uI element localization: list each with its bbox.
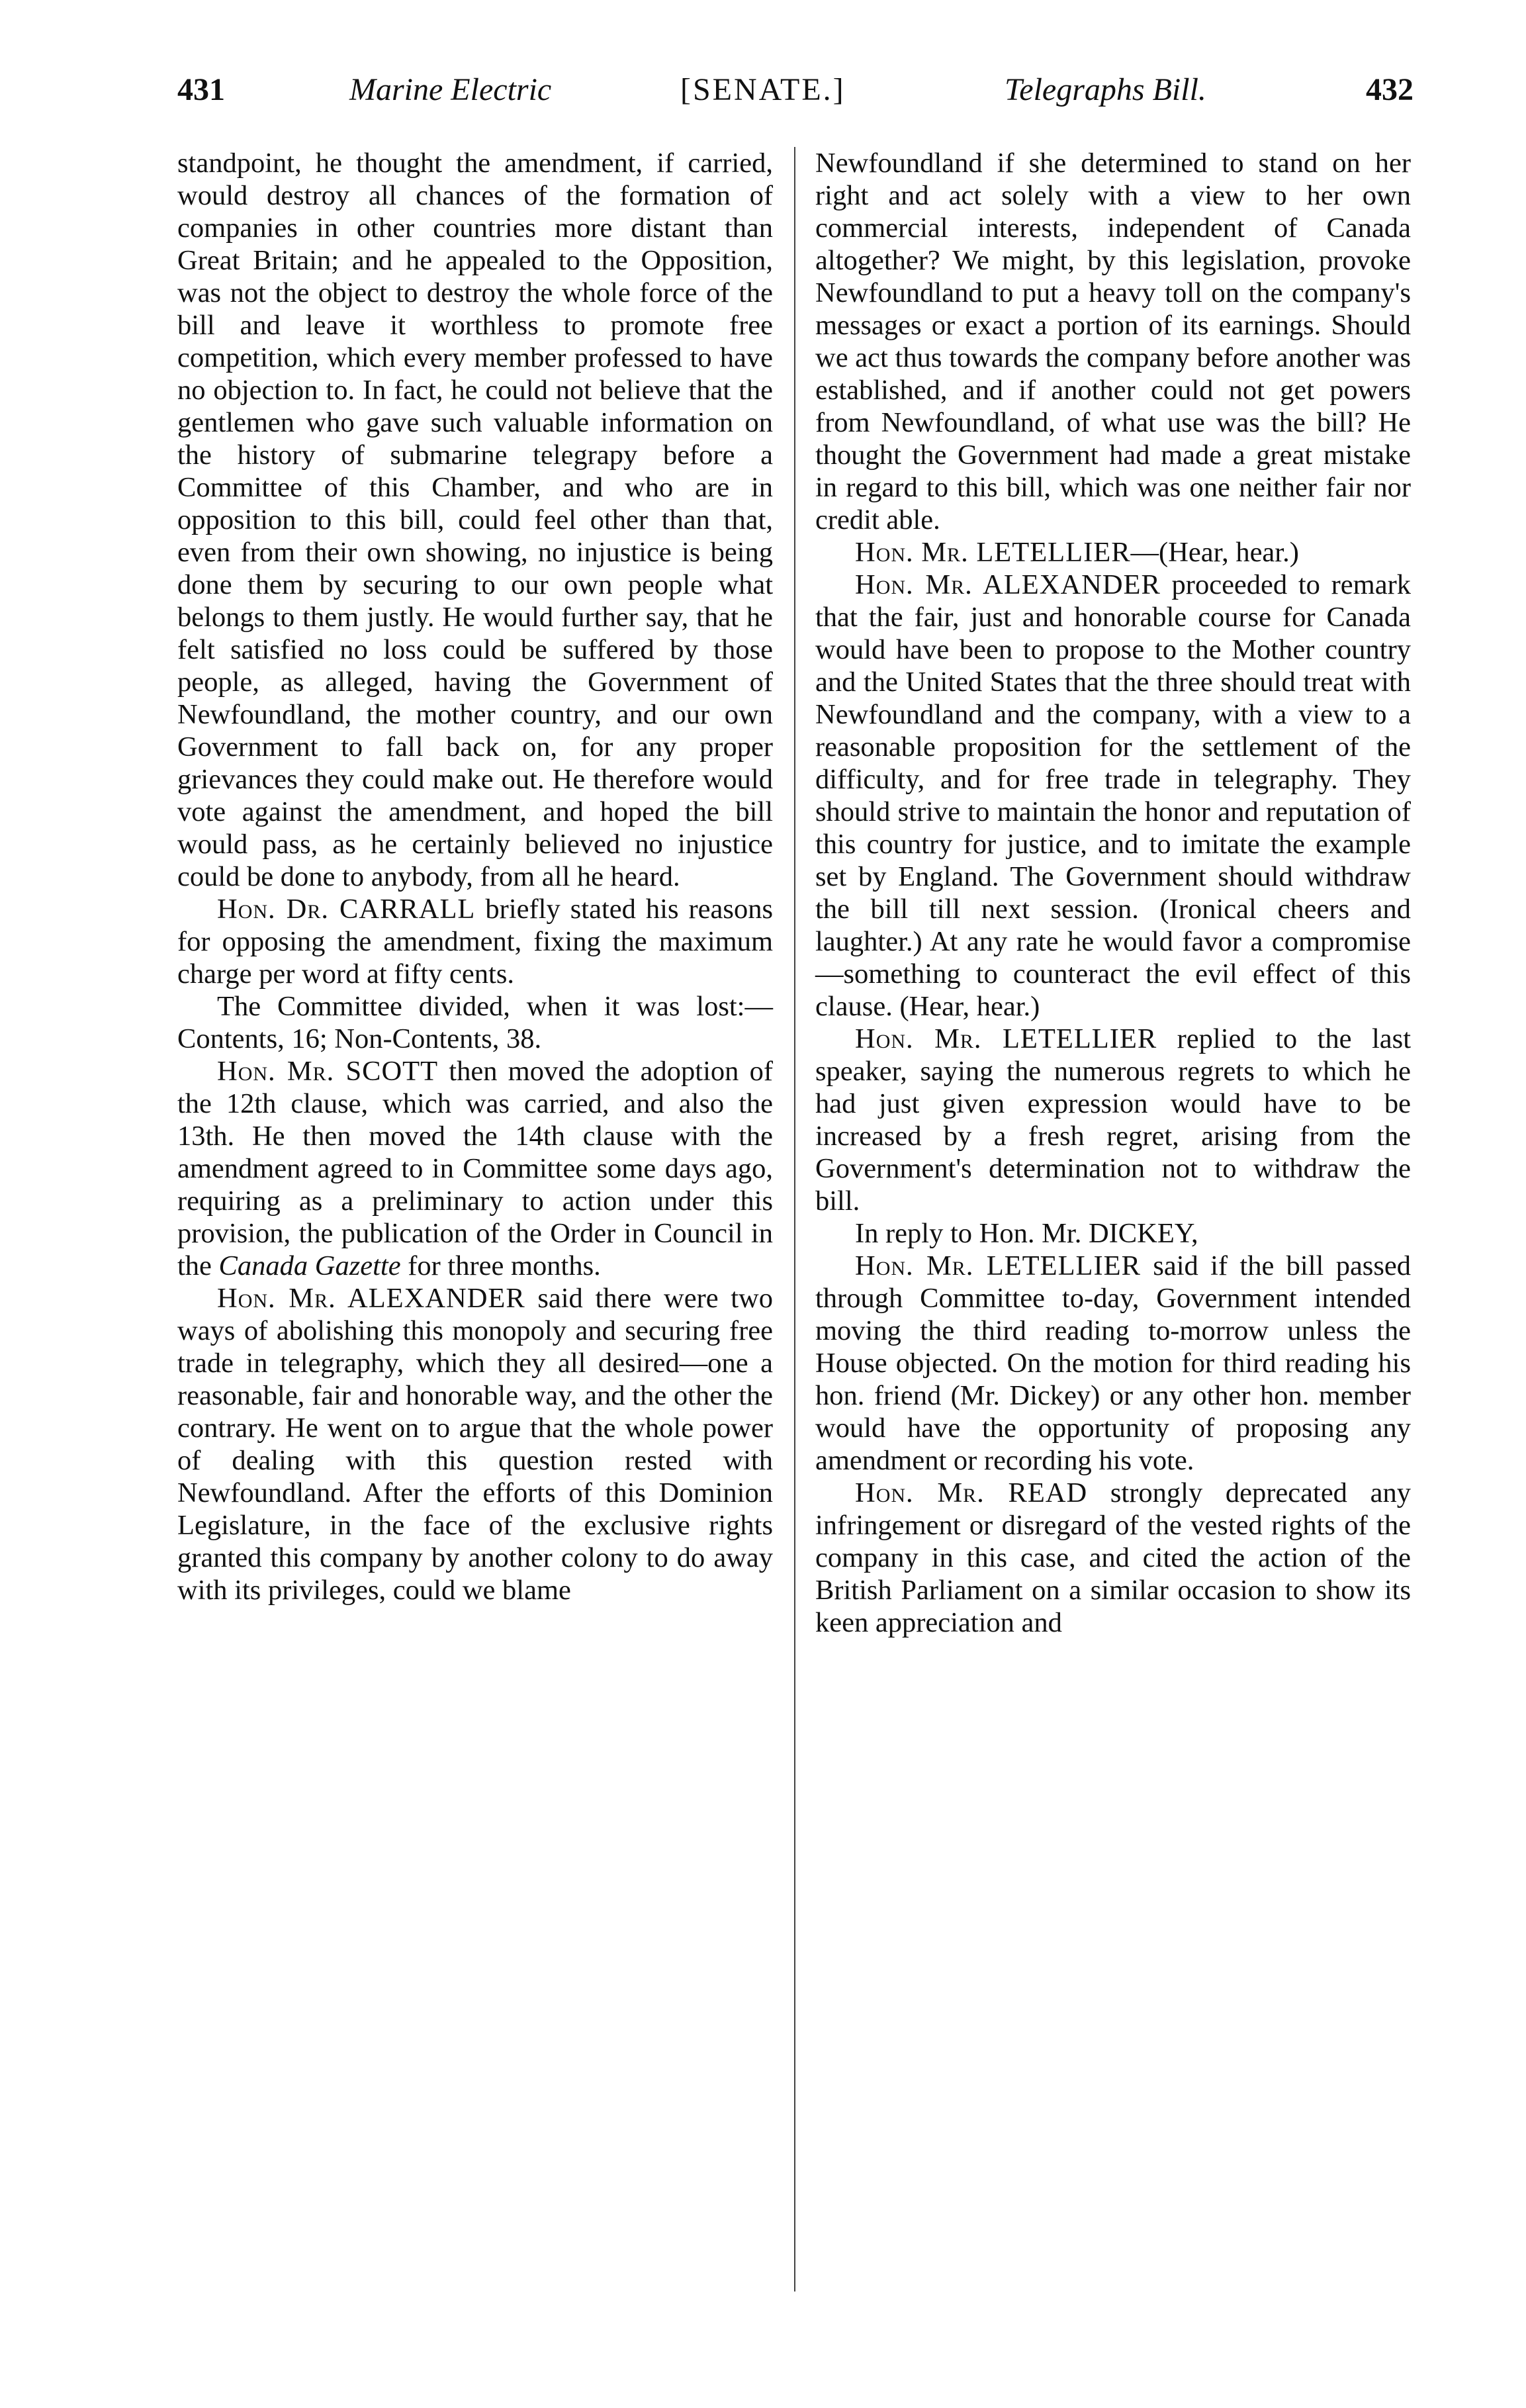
page-header [177, 71, 1414, 131]
paragraph [815, 1217, 1411, 1250]
publication-title: Canada Gazette [218, 1250, 401, 1281]
right-page-number: 432 [1366, 72, 1414, 107]
left-page-number: 431 [177, 72, 225, 107]
speaker-name: Hon. Mr. SCOTT [217, 1056, 439, 1087]
paragraph [815, 1477, 1411, 1639]
paragraph-text: Newfoundland if she determined to stand on her right and act solely with a view to her own commercial interests, independent of Canada altogether? We might, by this legislation, provoke Newfoundland to put a heavy toll on the company's messages or exact a portion of its earnings. Should we act thus towards the company before another was established, and if another could not get powers from Newfoundland, of what use was the bill? He thought the Government had made a great mistake in regard to this bill, which was one neither fair nor credit able. [815, 148, 1411, 535]
speaker-name: Hon. Mr. ALEXANDER [217, 1283, 525, 1314]
paragraph-text: briefly stated his reasons for opposing the amendment, fixing the maximum charge per word at fifty cents. [177, 894, 773, 990]
speaker-name: Hon. Mr. LETELLIER [855, 1023, 1157, 1054]
paragraph-text: proceeded to remark that the fair, just and honorable course for Canada would have been to propose to the Mother country and the United States that the three should treat with Newfoundland and the company, with a view to a reasonable proposition for the settlement of the difficulty, and for free trade in telegraphy. They should strive to maintain the honor and reputation of this country for justice, and to imitate the example set by England. The Government should withdraw the bill till next session. (Ironical cheers and laughter.) At any rate he would favor a compromise—something to counteract the evil effect of this clause. (Hear, hear.) [815, 569, 1411, 1022]
paragraph-text: strongly deprecated any infringement or disregard of the vested rights of the company in this case, and cited the action of the British Parliament on a similar occasion to show its keen appreciation and [815, 1477, 1412, 1638]
right-running-title: Telegraphs Bill. [1005, 72, 1206, 107]
chamber-label: [SENATE.] [680, 72, 846, 107]
paragraph-text: said there were two ways of abolishing this monopoly and securing free trade in telegraphy, which they all desired—one a reasonable, fair and honorable way, and the other the contrary. He went on to argue that the whole power of dealing with this question rested with Newfoundland. After the efforts of this Dominion Legislature, in the face of the exclusive rights granted this company by another colony to do away with its privileges, could we blame [177, 1283, 773, 1606]
paragraph-text: In reply to Hon. Mr. DICKEY, [855, 1218, 1198, 1249]
speaker-name: Hon. Mr. ALEXANDER [855, 569, 1161, 600]
speaker-name: Hon. Mr. READ [855, 1477, 1088, 1508]
paragraph [177, 147, 773, 893]
paragraph [815, 1023, 1411, 1217]
paragraph [177, 990, 773, 1055]
paragraph [815, 147, 1411, 536]
paragraph-text: replied to the last speaker, saying the numerous regrets to which he had just given expression would have to be increased by a fresh regret, arising from the Government's determination not to withdraw the bill. [815, 1023, 1411, 1217]
paragraph-text: then moved the adoption of the 12th clause, which was carried, and also the 13th. He then moved the 14th clause with the amendment agreed to in Committee some days ago, requiring as a preliminary to action under this provision, the publication of the Order in Council in the [177, 1056, 773, 1281]
paragraph [177, 1282, 773, 1606]
paragraph-text: —(Hear, hear.) [1130, 537, 1299, 568]
paragraph [815, 569, 1411, 1023]
paragraph-text: standpoint, he thought the amendment, if carried, would destroy all chances of the formation of companies in other countries more distant than Great Britain; and he appealed to the Opposition, was not the object to destroy the whole force of the bill and leave it worthless to promote free competition, which every member professed to have no objection to. In fact, he could not believe that the gentlemen who gave such valuable information on the history of submarine telegrapy before a Committee of this Chamber, and who are in opposition to this bill, could feel other than that, even from their own showing, no injustice is being done them by securing to our own people what belongs to them justly. He would further say, that he felt satisfied no loss could be suffered by those people, as alleged, having the Government of Newfoundland, the mother country, and our own Government to fall back on, for any proper grievances they could make out. He therefore would vote against the amendment, and hoped the bill would pass, as he certainly believed no injustice could be done to anybody, from all he heard. [177, 148, 773, 892]
paragraph [177, 1055, 773, 1282]
paragraph [177, 893, 773, 990]
paragraph-text: The Committee divided, when it was lost:—Contents, 16; Non-Contents, 38. [177, 991, 773, 1054]
right-column [815, 147, 1411, 1639]
speaker-name: Hon. Dr. CARRALL [217, 894, 476, 925]
column-divider [794, 147, 795, 2292]
speaker-name: Hon. Mr. LETELLIER [855, 1250, 1141, 1281]
paragraph [815, 1250, 1411, 1477]
paragraph-text: said if the bill passed through Committee to-day, Government intended moving the third reading to-morrow unless the House objected. On the motion for third reading his hon. friend (Mr. Dickey) or any other hon. member would have the opportunity of proposing any amendment or recording his vote. [815, 1250, 1412, 1476]
paragraph [815, 536, 1411, 569]
speaker-name: Hon. Mr. LETELLIER [855, 537, 1131, 568]
left-running-title: Marine Electric [349, 72, 552, 107]
left-column [177, 147, 773, 1606]
paragraph-text: for three months. [400, 1250, 601, 1281]
